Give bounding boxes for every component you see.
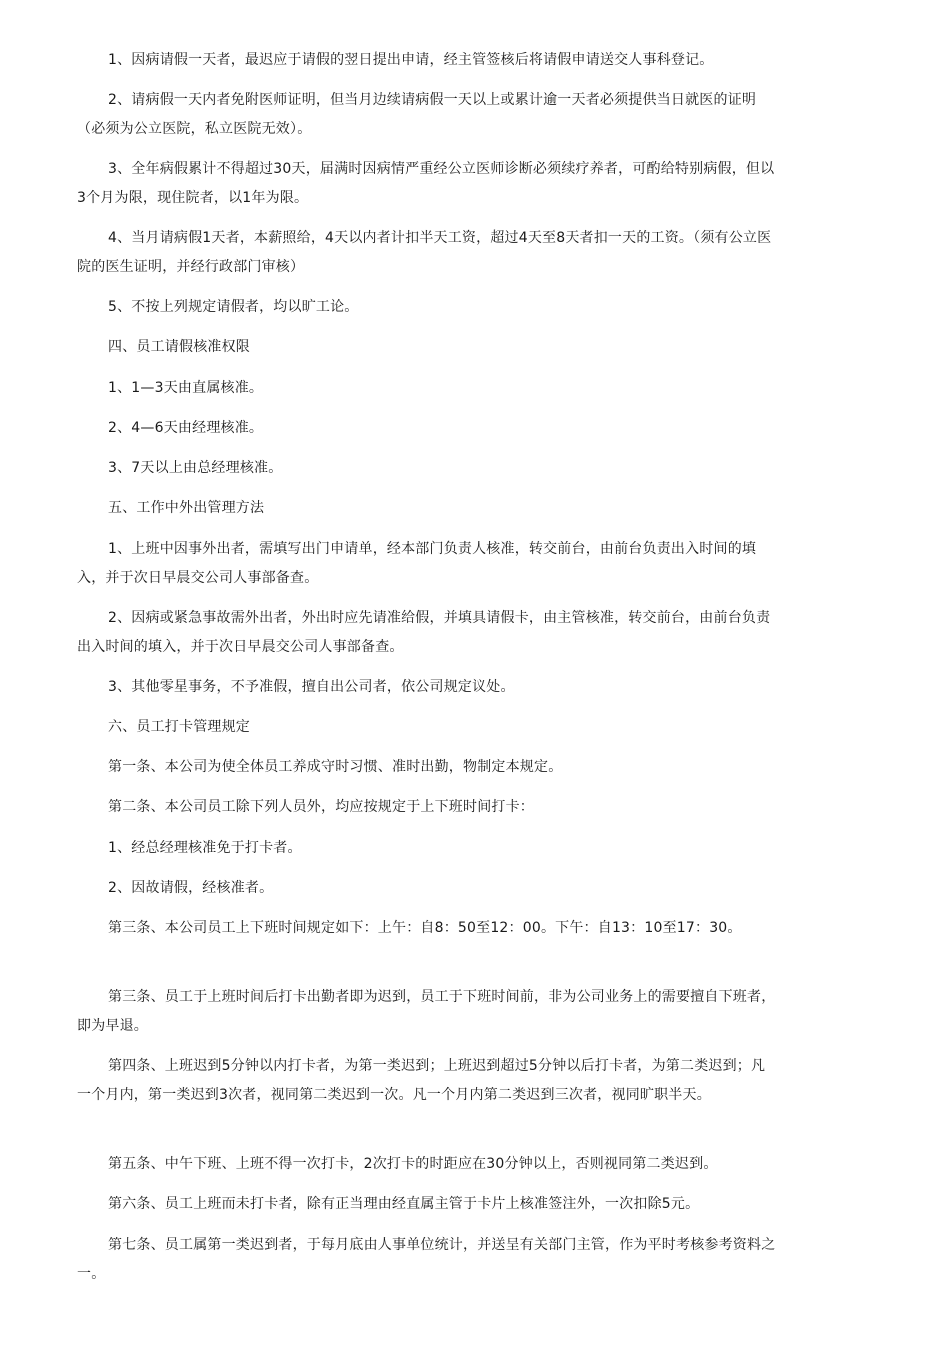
paragraph-approval-1: 1、1—3天由直属核准。 <box>108 380 264 396</box>
paragraph-approval-2: 2、4—6天由经理核准。 <box>108 420 264 436</box>
paragraph-sick-leave-1: 1、因病请假一天者，最迟应于请假的翌日提出申请，经主管签核后将请假申请送交人事科登记。 <box>108 52 714 68</box>
paragraph-article-5: 第五条、中午下班、上班不得一次打卡，2次打卡的时距应在30分钟以上，否则视同第二类迟到。 <box>108 1156 718 1172</box>
paragraph-outing-1: 1、上班中因事外出者，需填写出门申请单，经本部门负责人核准，转交前台，由前台负责出入时间的填入，并于次日早晨交公司人事部备查。 <box>77 541 757 586</box>
paragraph-approval-3: 3、7天以上由总经理核准。 <box>108 460 283 476</box>
section-heading-approval: 四、员工请假核准权限 <box>108 339 250 355</box>
paragraph-sick-leave-4: 4、当月请病假1天者，本薪照给，4天以内者计扣半天工资，超过4天至8天者扣一天的工资。（须有公立医院的医生证明，并经行政部门审核） <box>77 230 772 275</box>
paragraph-article-3-hours: 第三条、本公司员工上下班时间规定如下：上午：自8：50至12：00。下午：自13：10至17：30。 <box>108 920 742 936</box>
paragraph-sick-leave-3: 3、全年病假累计不得超过30天，届满时因病情严重经公立医师诊断必须续疗养者，可酌给特别病假，但以3个月为限，现住院者，以1年为限。 <box>77 161 775 206</box>
paragraph-exemption-1: 1、经总经理核准免于打卡者。 <box>108 840 302 856</box>
paragraph-article-6: 第六条、员工上班而未打卡者，除有正当理由经直属主管于卡片上核准签注外，一次扣除5元。 <box>108 1196 700 1212</box>
paragraph-exemption-2: 2、因故请假，经核准者。 <box>108 880 274 896</box>
paragraph-article-4: 第四条、上班迟到5分钟以内打卡者，为第一类迟到；上班迟到超过5分钟以后打卡者，为第二类迟到；凡一个月内，第一类迟到3次者，视同第二类迟到一次。凡一个月内第二类迟到三次者，视同旷职半天。 <box>77 1058 766 1103</box>
section-heading-clock-in: 六、员工打卡管理规定 <box>108 719 250 735</box>
paragraph-sick-leave-2: 2、请病假一天内者免附医师证明，但当月边续请病假一天以上或累计逾一天者必须提供当日就医的证明（必须为公立医院，私立医院无效）。 <box>77 92 757 137</box>
paragraph-article-3-late: 第三条、员工于上班时间后打卡出勤者即为迟到，员工于下班时间前，非为公司业务上的需要擅自下班者，即为早退。 <box>77 989 776 1034</box>
paragraph-article-2: 第二条、本公司员工除下列人员外，均应按规定于上下班时间打卡： <box>108 799 534 815</box>
paragraph-outing-3: 3、其他零星事务，不予准假，擅自出公司者，依公司规定议处。 <box>108 679 515 695</box>
paragraph-article-7: 第七条、员工属第一类迟到者，于每月底由人事单位统计，并送呈有关部门主管，作为平时考核参考资料之一。 <box>77 1237 776 1282</box>
paragraph-article-1: 第一条、本公司为使全体员工养成守时习惯、准时出勤，物制定本规定。 <box>108 759 563 775</box>
section-heading-outing: 五、工作中外出管理方法 <box>108 500 265 516</box>
paragraph-sick-leave-5: 5、不按上列规定请假者，均以旷工论。 <box>108 299 359 315</box>
paragraph-outing-2: 2、因病或紧急事故需外出者，外出时应先请准给假，并填具请假卡，由主管核准，转交前台，由前台负责出入时间的填入，并于次日早晨交公司人事部备查。 <box>77 610 771 655</box>
